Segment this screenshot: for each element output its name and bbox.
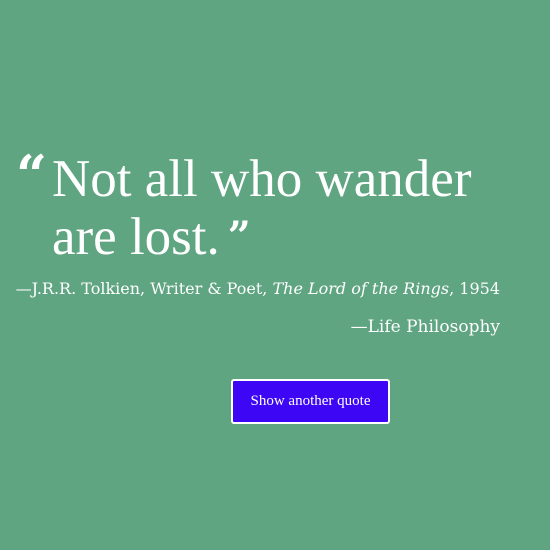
work-year: , 1954	[449, 279, 500, 298]
work-title: The Lord of the Rings	[272, 279, 450, 298]
close-quote-icon: ”	[227, 213, 251, 260]
quote-attribution	[14, 278, 514, 299]
quote-text	[14, 143, 514, 266]
open-quote-icon: “	[16, 143, 48, 207]
quote-body: Not all who wander are lost.	[52, 150, 472, 266]
quote-container	[14, 143, 514, 337]
quote-category: —Life Philosophy	[350, 317, 500, 337]
author-name: —J.R.R. Tolkien, Writer & Poet,	[15, 279, 273, 298]
show-another-quote-button[interactable]: Show another quote	[231, 379, 390, 424]
